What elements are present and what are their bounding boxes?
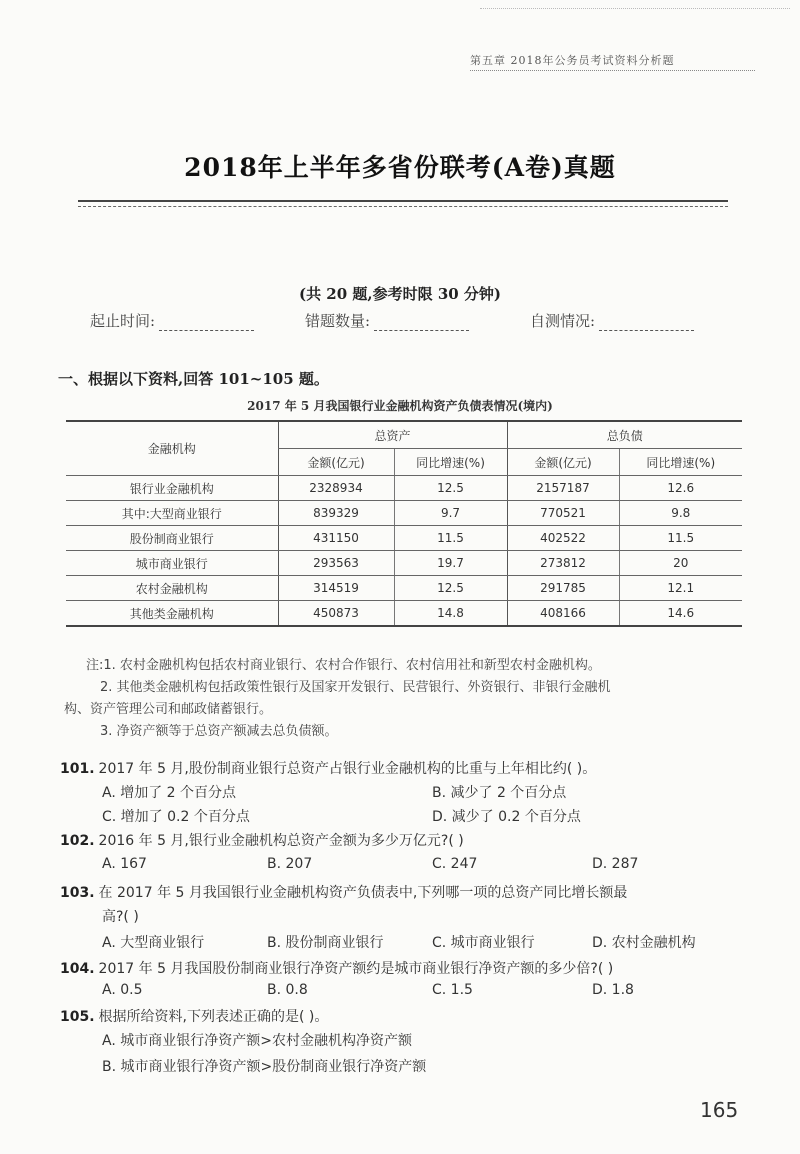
option-c[interactable]: C. 城市商业银行 [432, 935, 535, 951]
exam-subtitle: (共 20 题,参考时限 30 分钟) [298, 285, 502, 303]
cell-assets: 431150 [278, 526, 394, 551]
option-c[interactable]: C. 247 [432, 856, 478, 872]
section-heading: 一、根据以下资料,回答 101~105 题。 [58, 370, 329, 388]
field-errors-label: 错题数量: [305, 312, 371, 330]
field-selftest-blank[interactable] [599, 314, 694, 331]
question-number: 105. [60, 1009, 95, 1025]
running-header: 第五章 2018年公务员考试资料分析题 [470, 54, 675, 67]
cell-assets-growth: 9.7 [394, 501, 507, 526]
field-time-blank[interactable] [159, 314, 254, 331]
option-a[interactable]: A. 城市商业银行净资产额>农村金融机构净资产额 [102, 1033, 412, 1049]
title-rule-dashed [78, 206, 728, 207]
option-c[interactable]: C. 增加了 0.2 个百分点 [102, 809, 250, 825]
cell-assets: 293563 [278, 551, 394, 576]
cell-liab: 402522 [507, 526, 619, 551]
table-row [66, 476, 742, 501]
question-number: 102. [60, 833, 95, 849]
col-assets-growth: 同比增速(%) [394, 449, 507, 476]
cell-assets-growth: 19.7 [394, 551, 507, 576]
question-stem-cont: 高?( ) [102, 909, 139, 925]
question-stem: 2017 年 5 月,股份制商业银行总资产占银行业金融机构的比重与上年相比约( )。 [98, 761, 597, 777]
option-a[interactable]: A. 167 [102, 856, 147, 872]
col-assets-amount: 金额(亿元) [278, 449, 394, 476]
question-105 [60, 1006, 750, 1026]
cell-assets: 2328934 [278, 476, 394, 501]
option-b[interactable]: B. 股份制商业银行 [267, 935, 384, 951]
cell-assets: 314519 [278, 576, 394, 601]
question-101 [60, 758, 750, 778]
cell-name: 股份制商业银行 [66, 526, 278, 551]
cell-liab-growth: 14.6 [619, 601, 742, 627]
note-3: 3. 净资产额等于总资产额减去总负债额。 [100, 724, 338, 739]
cell-name: 其中:大型商业银行 [66, 501, 278, 526]
question-number: 101. [60, 761, 95, 777]
col-liab-growth: 同比增速(%) [619, 449, 742, 476]
field-time-label: 起止时间: [90, 312, 156, 330]
col-liab-amount: 金额(亿元) [507, 449, 619, 476]
col-institution: 金融机构 [66, 421, 278, 476]
note-2-cont: 构、资产管理公司和邮政储蓄银行。 [64, 702, 273, 717]
cell-assets-growth: 14.8 [394, 601, 507, 627]
col-group-liabilities: 总负债 [507, 421, 742, 449]
cell-liab: 291785 [507, 576, 619, 601]
table-notes [64, 655, 766, 743]
page-title: 2018年上半年多省份联考(A卷)真题 [184, 153, 616, 182]
cell-assets: 839329 [278, 501, 394, 526]
question-104 [60, 958, 750, 978]
cell-liab-growth: 20 [619, 551, 742, 576]
cell-name: 其他类金融机构 [66, 601, 278, 627]
cell-liab: 273812 [507, 551, 619, 576]
note-1: 注:1. 农村金融机构包括农村商业银行、农村合作银行、农村信用社和新型农村金融机构。 [86, 658, 601, 673]
table-row [66, 501, 742, 526]
question-number: 103. [60, 885, 95, 901]
cell-liab-growth: 12.1 [619, 576, 742, 601]
question-stem: 在 2017 年 5 月我国银行业金融机构资产负债表中,下列哪一项的总资产同比增长额最 [98, 885, 628, 901]
cell-name: 城市商业银行 [66, 551, 278, 576]
field-time [90, 310, 305, 331]
title-rule [78, 200, 728, 202]
question-103 [60, 882, 750, 902]
page-number: 165 [700, 1098, 739, 1122]
option-a[interactable]: A. 增加了 2 个百分点 [102, 785, 237, 801]
field-errors-blank[interactable] [374, 314, 469, 331]
running-header-rule [470, 70, 755, 71]
note-2: 2. 其他类金融机构包括政策性银行及国家开发银行、民营银行、外资银行、非银行金融机 [100, 680, 611, 695]
cell-name: 农村金融机构 [66, 576, 278, 601]
question-stem: 2017 年 5 月我国股份制商业银行净资产额约是城市商业银行净资产额的多少倍?( ) [98, 961, 614, 977]
top-edge-rule [480, 8, 790, 9]
option-b[interactable]: B. 0.8 [267, 982, 308, 998]
table-row [66, 551, 742, 576]
cell-liab-growth: 12.6 [619, 476, 742, 501]
option-b[interactable]: B. 城市商业银行净资产额>股份制商业银行净资产额 [102, 1059, 427, 1075]
col-group-assets: 总资产 [278, 421, 507, 449]
option-d[interactable]: D. 减少了 0.2 个百分点 [432, 809, 581, 825]
table-row [66, 601, 742, 627]
question-stem: 根据所给资料,下列表述正确的是( )。 [98, 1009, 329, 1025]
cell-liab: 2157187 [507, 476, 619, 501]
option-a[interactable]: A. 大型商业银行 [102, 935, 205, 951]
table-row [66, 576, 742, 601]
cell-assets-growth: 11.5 [394, 526, 507, 551]
option-b[interactable]: B. 减少了 2 个百分点 [432, 785, 567, 801]
balance-sheet-table [66, 420, 742, 627]
option-b[interactable]: B. 207 [267, 856, 313, 872]
cell-assets-growth: 12.5 [394, 476, 507, 501]
field-selftest-label: 自测情况: [530, 312, 596, 330]
question-number: 104. [60, 961, 95, 977]
question-stem: 2016 年 5 月,银行业金融机构总资产金额为多少万亿元?( ) [98, 833, 464, 849]
field-errors [305, 310, 530, 331]
cell-liab-growth: 11.5 [619, 526, 742, 551]
cell-name: 银行业金融机构 [66, 476, 278, 501]
table-row [66, 526, 742, 551]
cell-liab: 408166 [507, 601, 619, 627]
option-d[interactable]: D. 287 [592, 856, 639, 872]
option-d[interactable]: D. 1.8 [592, 982, 634, 998]
cell-assets: 450873 [278, 601, 394, 627]
option-d[interactable]: D. 农村金融机构 [592, 935, 696, 951]
cell-liab: 770521 [507, 501, 619, 526]
question-103-cont [102, 906, 742, 926]
question-102 [60, 830, 750, 850]
table-header-row [66, 421, 742, 449]
self-record-fields [90, 310, 730, 331]
option-a[interactable]: A. 0.5 [102, 982, 143, 998]
cell-liab-growth: 9.8 [619, 501, 742, 526]
table-caption: 2017 年 5 月我国银行业金融机构资产负债表情况(境内) [247, 399, 553, 413]
field-selftest [530, 310, 730, 331]
option-c[interactable]: C. 1.5 [432, 982, 473, 998]
cell-assets-growth: 12.5 [394, 576, 507, 601]
